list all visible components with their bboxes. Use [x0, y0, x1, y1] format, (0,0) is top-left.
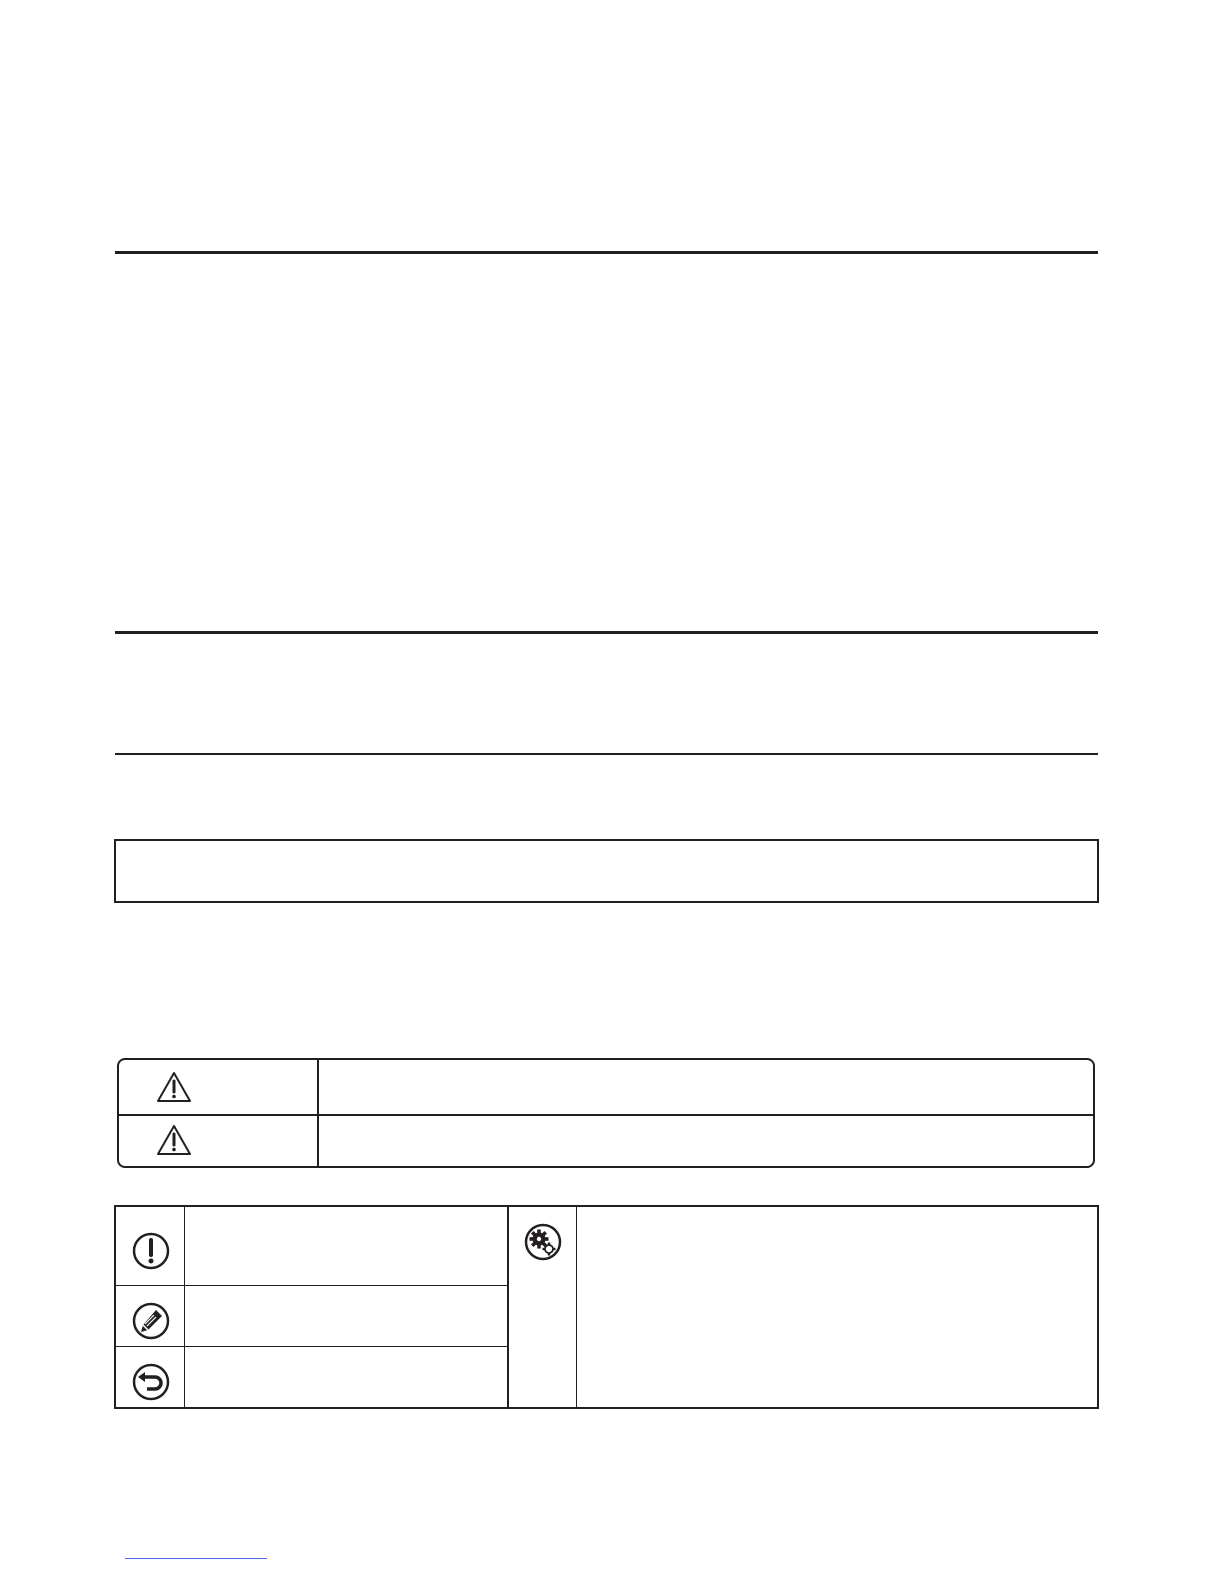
exclamation-circle-icon: [131, 1231, 171, 1271]
icon-legend-table: [114, 1205, 1099, 1409]
thin-rule: [115, 753, 1098, 755]
warning-row: [119, 1060, 1093, 1116]
warning-icon-cell: [119, 1060, 319, 1114]
pencil-circle-icon: [131, 1301, 171, 1341]
top-rule: [115, 251, 1098, 254]
warning-icon-cell: [119, 1115, 319, 1166]
warning-triangle-icon: [156, 1124, 192, 1156]
row-divider: [116, 1346, 507, 1347]
column-divider: [576, 1207, 577, 1407]
warning-triangle-icon: [156, 1071, 192, 1103]
column-divider: [507, 1207, 509, 1407]
middle-rule: [115, 631, 1098, 634]
warning-table: [117, 1058, 1095, 1168]
note-box: [114, 839, 1099, 903]
row-divider: [116, 1285, 507, 1286]
footer-link-underline[interactable]: [125, 1558, 267, 1559]
gears-circle-icon: [523, 1222, 563, 1262]
column-divider: [184, 1207, 185, 1407]
return-arrow-circle-icon: [131, 1362, 171, 1402]
warning-row: [119, 1115, 1093, 1166]
